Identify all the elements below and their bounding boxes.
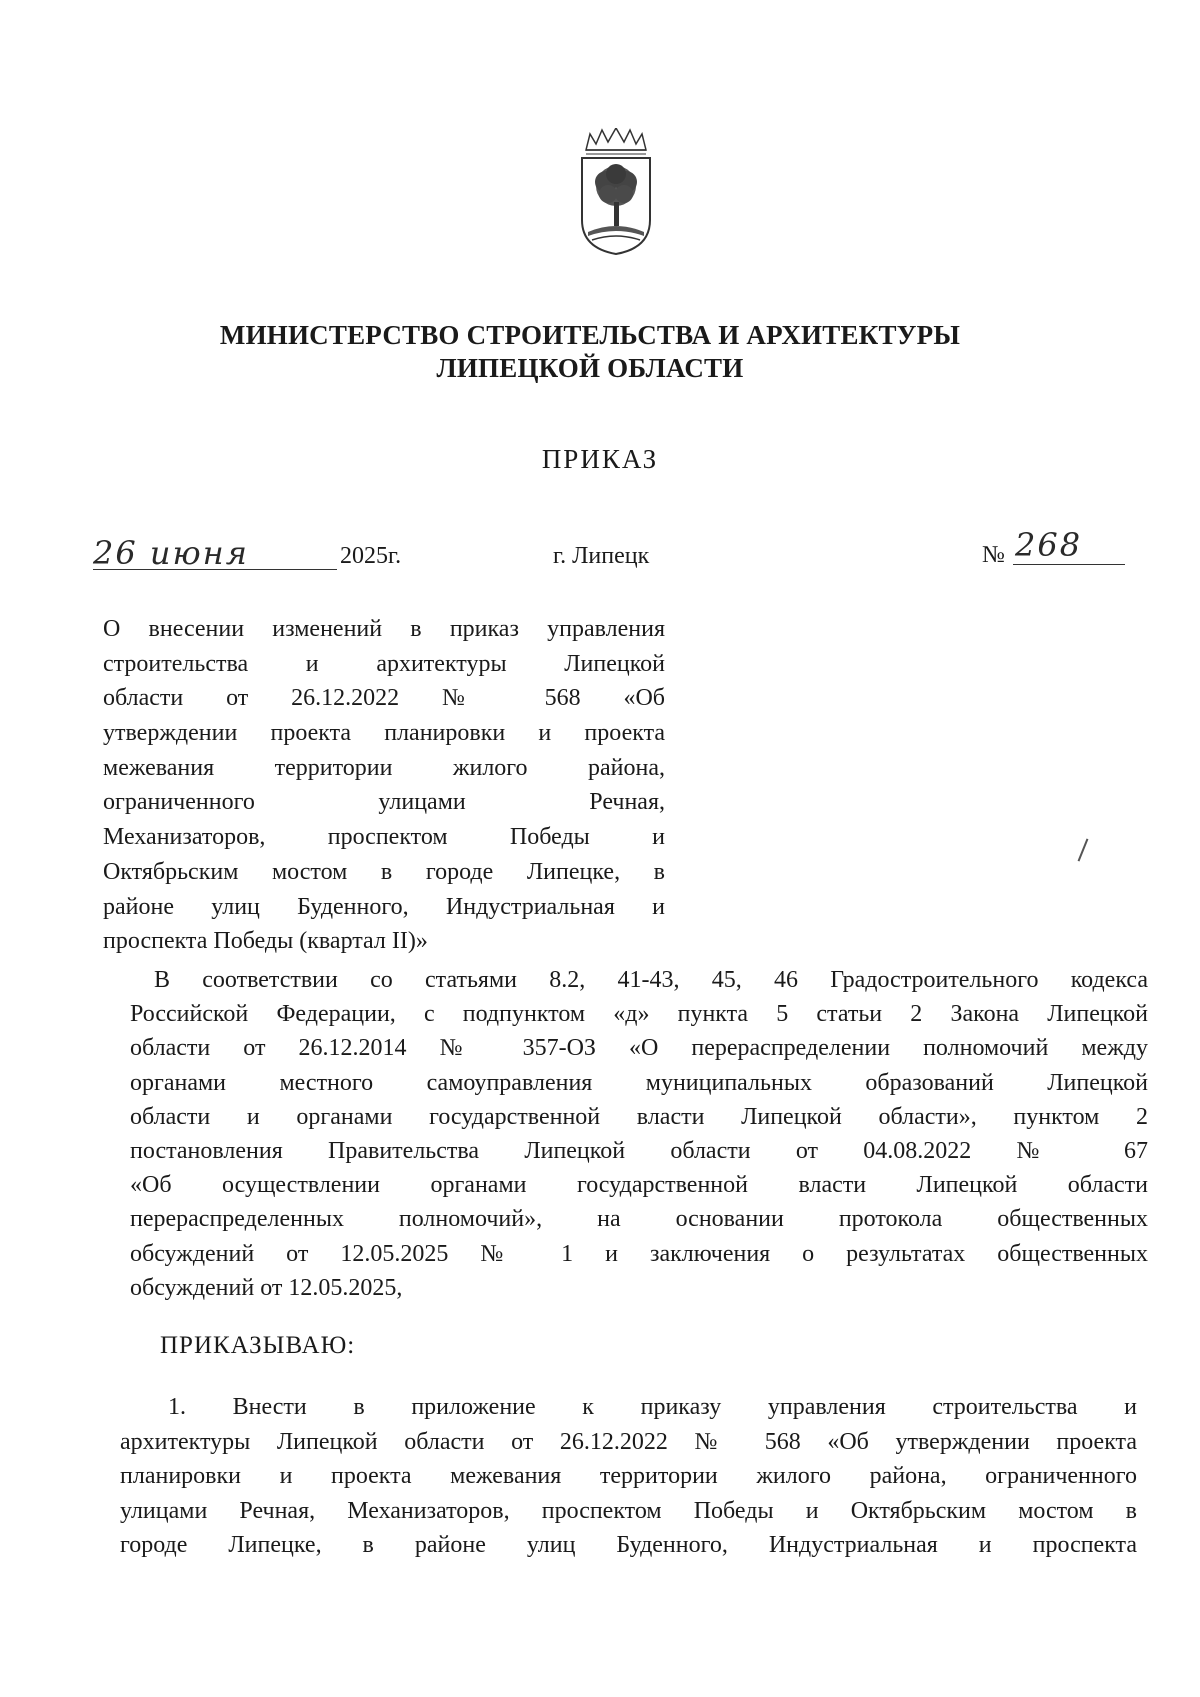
subject-line: проспекта Победы (квартал II)» [103, 928, 428, 955]
item-line: городе Липецке, в районе улиц Буденного, Индустриальная и проспекта [120, 1532, 1137, 1558]
document-year: 2025г. [340, 543, 402, 569]
subject-line: межевания территории жилого района, [103, 754, 665, 781]
subject-line: строительства и архитектуры Липецкой [103, 650, 665, 677]
preamble-line: постановления Правительства Липецкой области от 04.08.2022 № 67 [130, 1137, 1148, 1164]
subject-line: Октябрьским мостом в городе Липецке, в [103, 858, 665, 885]
preamble-line: области и органами государственной власти Липецкой области», пунктом 2 [130, 1103, 1148, 1130]
item-line: архитектуры Липецкой области от 26.12.2022 № 568 «Об утверждении проекта [120, 1428, 1137, 1455]
document-city: г. Липецк [553, 543, 650, 569]
number-sign: № [982, 542, 1005, 568]
item-line: 1. Внести в приложение к приказу управления строительства и [168, 1394, 1137, 1420]
preamble-line: Российской Федерации, с подпунктом «д» пункта 5 статьи 2 Закона Липецкой [130, 1001, 1148, 1028]
document-subject [103, 612, 665, 959]
preamble-paragraph [130, 963, 1148, 1305]
preamble-line: органами местного самоуправления муниципальных образований Липецкой [130, 1069, 1148, 1096]
preamble-line: перераспределенных полномочий», на основании протокола общественных [130, 1206, 1148, 1233]
order-item-1 [120, 1390, 1137, 1563]
preamble-line: области от 26.12.2014 № 357-ОЗ «О перераспределении полномочий между [130, 1035, 1148, 1062]
ministry-title-line1: МИНИСТЕРСТВО СТРОИТЕЛЬСТВА И АРХИТЕКТУРЫ [219, 320, 961, 350]
subject-line: районе улиц Буденного, Индустриальная и [103, 893, 665, 920]
date-underline [93, 569, 337, 570]
handwritten-number: 268 [1015, 526, 1083, 564]
preamble-line: обсуждений от 12.05.2025 № 1 и заключения о результатах общественных [130, 1240, 1148, 1267]
preamble-line: обсуждений от 12.05.2025, [130, 1274, 403, 1301]
preamble-line: В соответствии со статьями 8.2, 41-43, 45, 46 Градостроительного кодекса [154, 967, 1148, 993]
handwritten-date: 26 июня [93, 534, 249, 572]
subject-line: ограниченного улицами Речная, [103, 789, 665, 816]
coat-of-arms-emblem [578, 128, 654, 256]
number-underline [1013, 564, 1125, 565]
item-line: планировки и проекта межевания территории жилого района, ограниченного [120, 1463, 1137, 1489]
item-line: улицами Речная, Механизаторов, проспектом Победы и Октябрьским мостом в [120, 1497, 1137, 1524]
pen-mark [1078, 838, 1089, 861]
subject-line: Механизаторов, проспектом Победы и [103, 824, 665, 851]
subject-line: утверждении проекта планировки и проекта [103, 720, 665, 747]
subject-line: О внесении изменений в приказ управления [103, 616, 665, 642]
ministry-title-line2: ЛИПЕЦКОЙ ОБЛАСТИ [436, 353, 744, 383]
order-word: ПРИКАЗЫВАЮ: [160, 1332, 356, 1359]
document-type-heading: ПРИКАЗ [541, 444, 659, 474]
subject-line: области от 26.12.2022 № 568 «Об [103, 685, 665, 712]
preamble-line: «Об осуществлении органами государственной власти Липецкой области [130, 1172, 1148, 1199]
